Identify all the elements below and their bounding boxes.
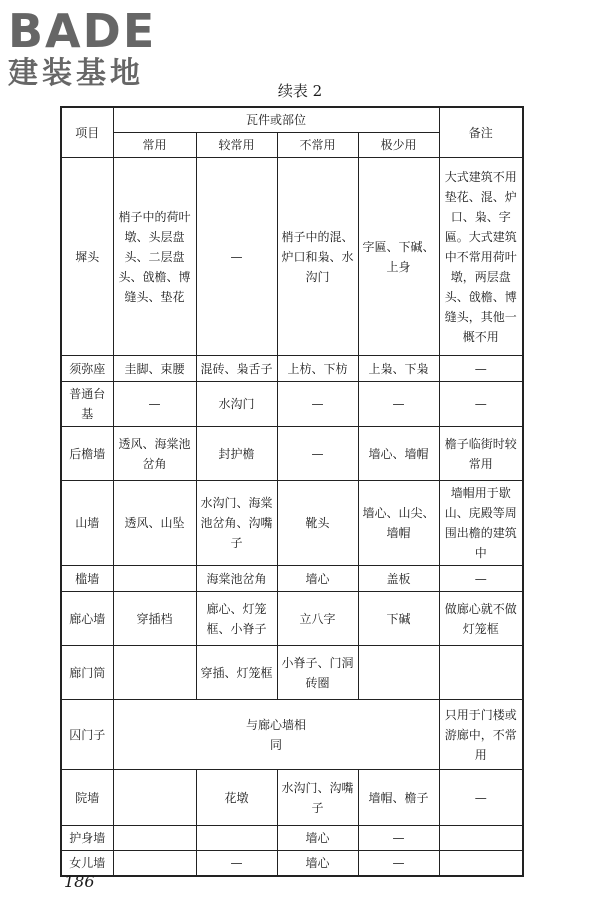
cell-item: 护身墙 bbox=[61, 826, 113, 851]
cell-common: 梢子中的荷叶墩、头层盘头、二层盘头、戗檐、博缝头、垫花 bbox=[113, 158, 196, 356]
cell-uncommon: 水沟门、沟嘴子 bbox=[277, 770, 358, 826]
cell-remark bbox=[439, 646, 523, 700]
header-group: 瓦件或部位 bbox=[113, 107, 439, 133]
cell-rare: — bbox=[358, 382, 439, 427]
header-rare: 极少用 bbox=[358, 133, 439, 158]
cell-fairly: 穿插、灯笼框 bbox=[196, 646, 277, 700]
cell-rare: 上枭、下枭 bbox=[358, 356, 439, 382]
cell-uncommon: 上枋、下枋 bbox=[277, 356, 358, 382]
cell-common: 透风、海棠池岔角 bbox=[113, 427, 196, 481]
cell-rare: 字匾、下碱、上身 bbox=[358, 158, 439, 356]
cell-fairly: 封护檐 bbox=[196, 427, 277, 481]
cell-uncommon: 立八字 bbox=[277, 592, 358, 646]
cell-rare: 墙心、山尖、墙帽 bbox=[358, 481, 439, 566]
cell-item: 后檐墙 bbox=[61, 427, 113, 481]
cell-fairly: 海棠池岔角 bbox=[196, 566, 277, 592]
table-row bbox=[61, 592, 523, 646]
cell-rare: 盖板 bbox=[358, 566, 439, 592]
cell-remark: 檐子临街时较常用 bbox=[439, 427, 523, 481]
table-row bbox=[61, 770, 523, 826]
merged-text: 与廊心墙相同 bbox=[246, 717, 307, 752]
cell-fairly: 廊心、灯笼框、小脊子 bbox=[196, 592, 277, 646]
cell-item: 山墙 bbox=[61, 481, 113, 566]
logo-mark: BADE bbox=[8, 4, 157, 58]
cell-remark: — bbox=[439, 770, 523, 826]
cell-remark: 大式建筑不用垫花、混、炉口、枭、字匾。大式建筑中不常用荷叶墩，两层盘头、戗檐、博缝头，其他一概不用 bbox=[439, 158, 523, 356]
cell-common bbox=[113, 826, 196, 851]
cell-rare: 墙心、墙帽 bbox=[358, 427, 439, 481]
cell-remark: 做廊心就不做灯笼框 bbox=[439, 592, 523, 646]
cell-item: 须弥座 bbox=[61, 356, 113, 382]
cell-rare: — bbox=[358, 826, 439, 851]
header-uncommon: 不常用 bbox=[277, 133, 358, 158]
cell-item: 普通台基 bbox=[61, 382, 113, 427]
header-item: 项目 bbox=[61, 107, 113, 158]
table-row bbox=[61, 566, 523, 592]
cell-rare: 墙帽、檐子 bbox=[358, 770, 439, 826]
cell-common: 透风、山坠 bbox=[113, 481, 196, 566]
cell-fairly: 水沟门 bbox=[196, 382, 277, 427]
cell-uncommon: 墙心 bbox=[277, 566, 358, 592]
cell-fairly: — bbox=[196, 851, 277, 877]
header-fairly: 较常用 bbox=[196, 133, 277, 158]
cell-fairly bbox=[196, 826, 277, 851]
cell-remark: 墙帽用于歇山、庑殿等周围出檐的建筑中 bbox=[439, 481, 523, 566]
cell-common: 穿插档 bbox=[113, 592, 196, 646]
cell-remark: — bbox=[439, 382, 523, 427]
page-number: 186 bbox=[64, 872, 95, 891]
table-row bbox=[61, 851, 523, 877]
cell-item: 墀头 bbox=[61, 158, 113, 356]
cell-rare: 下碱 bbox=[358, 592, 439, 646]
cell-common bbox=[113, 770, 196, 826]
cell-fairly: 水沟门、海棠池岔角、沟嘴子 bbox=[196, 481, 277, 566]
cell-merged bbox=[113, 700, 439, 770]
cell-common bbox=[113, 851, 196, 877]
cell-uncommon: — bbox=[277, 427, 358, 481]
table-row bbox=[61, 481, 523, 566]
cell-item: 廊心墙 bbox=[61, 592, 113, 646]
cell-uncommon: 墙心 bbox=[277, 826, 358, 851]
cell-item: 囚门子 bbox=[61, 700, 113, 770]
table-row bbox=[61, 427, 523, 481]
cell-item: 槛墙 bbox=[61, 566, 113, 592]
cell-remark: — bbox=[439, 356, 523, 382]
cell-fairly: 混砖、枭舌子 bbox=[196, 356, 277, 382]
cell-remark: — bbox=[439, 566, 523, 592]
cell-fairly: 花墩 bbox=[196, 770, 277, 826]
cell-rare bbox=[358, 646, 439, 700]
cell-uncommon: 小脊子、门洞砖圈 bbox=[277, 646, 358, 700]
table-caption: 续表 2 bbox=[277, 82, 323, 100]
table-row bbox=[61, 700, 523, 770]
cell-remark bbox=[439, 851, 523, 877]
cell-uncommon: — bbox=[277, 382, 358, 427]
cell-common: 圭脚、束腰 bbox=[113, 356, 196, 382]
table-row bbox=[61, 382, 523, 427]
table-row bbox=[61, 826, 523, 851]
cell-item: 院墙 bbox=[61, 770, 113, 826]
cell-fairly: — bbox=[196, 158, 277, 356]
tile-usage-table bbox=[60, 106, 524, 877]
cell-common: — bbox=[113, 382, 196, 427]
table-row bbox=[61, 356, 523, 382]
cell-common bbox=[113, 646, 196, 700]
logo-subtitle: 建装基地 bbox=[8, 56, 144, 91]
cell-common bbox=[113, 566, 196, 592]
cell-remark bbox=[439, 826, 523, 851]
header-common: 常用 bbox=[113, 133, 196, 158]
cell-uncommon: 靴头 bbox=[277, 481, 358, 566]
cell-uncommon: 墙心 bbox=[277, 851, 358, 877]
cell-rare: — bbox=[358, 851, 439, 877]
cell-uncommon: 梢子中的混、炉口和枭、水沟门 bbox=[277, 158, 358, 356]
cell-item: 女儿墙 bbox=[61, 851, 113, 877]
header-remark: 备注 bbox=[439, 107, 523, 158]
cell-item: 廊门筒 bbox=[61, 646, 113, 700]
cell-remark: 只用于门楼或游廊中，不常用 bbox=[439, 700, 523, 770]
table-row bbox=[61, 158, 523, 356]
table-row bbox=[61, 646, 523, 700]
